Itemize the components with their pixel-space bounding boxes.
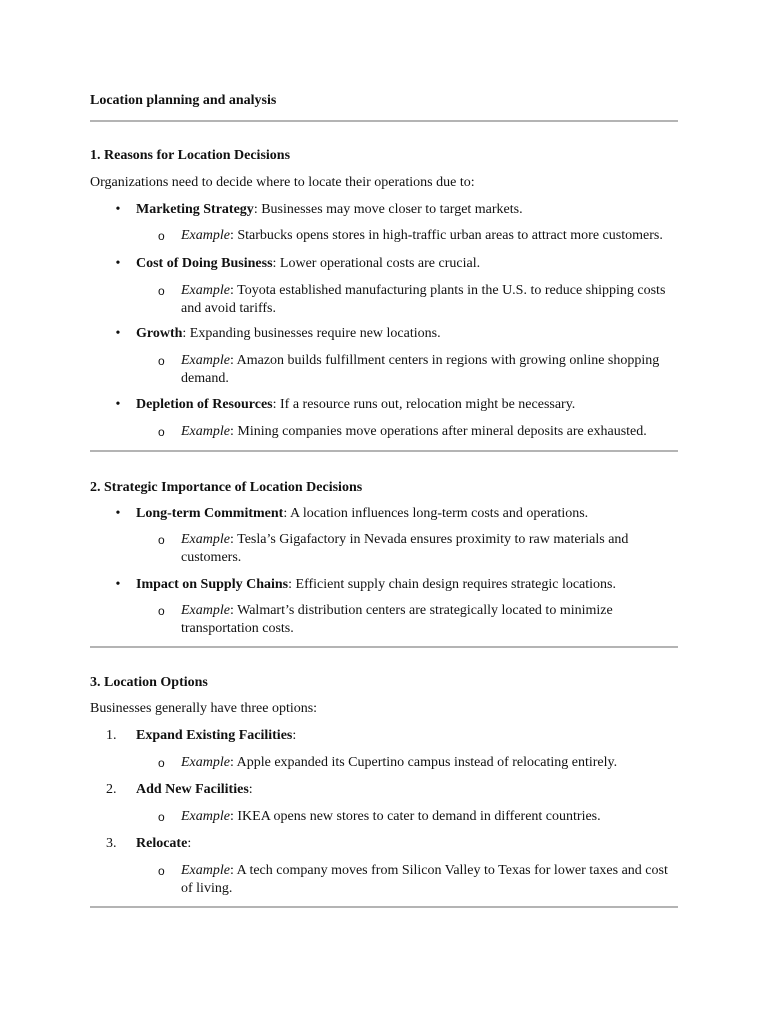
item-text: : A location influences long-term costs and operations. [283, 506, 589, 521]
example-text: : Walmart’s distribution centers are strategically located to minimize transportation costs. [181, 603, 613, 636]
example-text: : Mining companies move operations after mineral deposits are exhausted. [229, 424, 647, 439]
document-title: Location planning and analysis [90, 93, 277, 108]
item-number: 1. [106, 728, 117, 743]
example-text: : IKEA opens new stores to cater to demand in different countries. [229, 809, 601, 824]
example-item [158, 282, 678, 318]
example-item [158, 808, 678, 826]
sub-bullet-marker: o [158, 533, 165, 547]
item-term: Add New Facilities [136, 782, 249, 797]
example-item [158, 227, 678, 245]
bullet-marker: • [115, 506, 121, 521]
item-term: Long-term Commitment [136, 506, 284, 521]
sub-bullet-marker: o [158, 229, 165, 243]
numbered-item [106, 727, 678, 745]
item-text: : [187, 836, 192, 851]
item-text: : Efficient supply chain design requires strategic locations. [288, 577, 616, 592]
example-label: Example [181, 228, 230, 243]
example-label: Example [181, 603, 230, 618]
example-text: : Tesla’s Gigafactory in Nevada ensures proximity to raw materials and customers. [181, 532, 629, 565]
list-item [115, 576, 678, 594]
item-number: 2. [106, 782, 117, 797]
example-text: : Starbucks opens stores in high-traffic urban areas to attract more customers. [229, 228, 663, 243]
section-heading: 3. Location Options [90, 675, 208, 690]
sub-bullet-marker: o [158, 864, 165, 878]
divider [90, 450, 678, 452]
example-item [158, 352, 678, 388]
item-text: : If a resource runs out, relocation might be necessary. [272, 397, 576, 412]
example-label: Example [181, 809, 230, 824]
example-label: Example [181, 532, 230, 547]
bullet-marker: • [115, 577, 121, 592]
item-term: Impact on Supply Chains [136, 577, 289, 592]
example-text: : Toyota established manufacturing plants in the U.S. to reduce shipping costs and avoid tariffs. [181, 283, 666, 316]
example-item [158, 531, 678, 567]
numbered-item [106, 781, 678, 799]
item-number: 3. [106, 836, 117, 851]
example-item [158, 602, 678, 638]
divider [90, 906, 678, 908]
sub-bullet-marker: o [158, 425, 165, 439]
example-text: : Amazon builds fulfillment centers in regions with growing online shopping demand. [181, 353, 660, 386]
example-item [158, 862, 678, 898]
list-item [115, 201, 678, 219]
divider [90, 120, 678, 122]
item-text: : [292, 728, 297, 743]
bullet-marker: • [115, 256, 121, 271]
item-text: : Businesses may move closer to target markets. [253, 202, 523, 217]
sub-bullet-marker: o [158, 756, 165, 770]
bullet-marker: • [115, 326, 121, 341]
sub-bullet-marker: o [158, 354, 165, 368]
item-text: : Lower operational costs are crucial. [272, 256, 481, 271]
example-text: : Apple expanded its Cupertino campus instead of relocating entirely. [229, 755, 618, 770]
section-intro: Businesses generally have three options: [90, 701, 318, 716]
list-item [115, 396, 678, 414]
sub-bullet-marker: o [158, 284, 165, 298]
item-term: Relocate [136, 836, 188, 851]
bullet-marker: • [115, 202, 121, 217]
bullet-marker: • [115, 397, 121, 412]
item-term: Cost of Doing Business [136, 256, 273, 271]
example-label: Example [181, 283, 230, 298]
sub-bullet-marker: o [158, 604, 165, 618]
example-item [158, 423, 678, 441]
item-term: Growth [136, 326, 183, 341]
section-heading: 2. Strategic Importance of Location Decisions [90, 480, 363, 495]
example-text: : A tech company moves from Silicon Valley to Texas for lower taxes and cost of living. [181, 863, 668, 896]
list-item [115, 325, 678, 343]
item-text: : [248, 782, 253, 797]
sub-bullet-marker: o [158, 810, 165, 824]
item-term: Marketing Strategy [136, 202, 254, 217]
item-term: Expand Existing Facilities [136, 728, 293, 743]
list-item [115, 505, 678, 523]
example-label: Example [181, 353, 230, 368]
example-label: Example [181, 863, 230, 878]
divider [90, 646, 678, 648]
numbered-item [106, 835, 678, 853]
example-item [158, 754, 678, 772]
item-text: : Expanding businesses require new locations. [182, 326, 441, 341]
example-label: Example [181, 424, 230, 439]
item-term: Depletion of Resources [136, 397, 273, 412]
list-item [115, 255, 678, 273]
section-heading: 1. Reasons for Location Decisions [90, 148, 291, 163]
example-label: Example [181, 755, 230, 770]
section-intro: Organizations need to decide where to locate their operations due to: [90, 175, 475, 190]
